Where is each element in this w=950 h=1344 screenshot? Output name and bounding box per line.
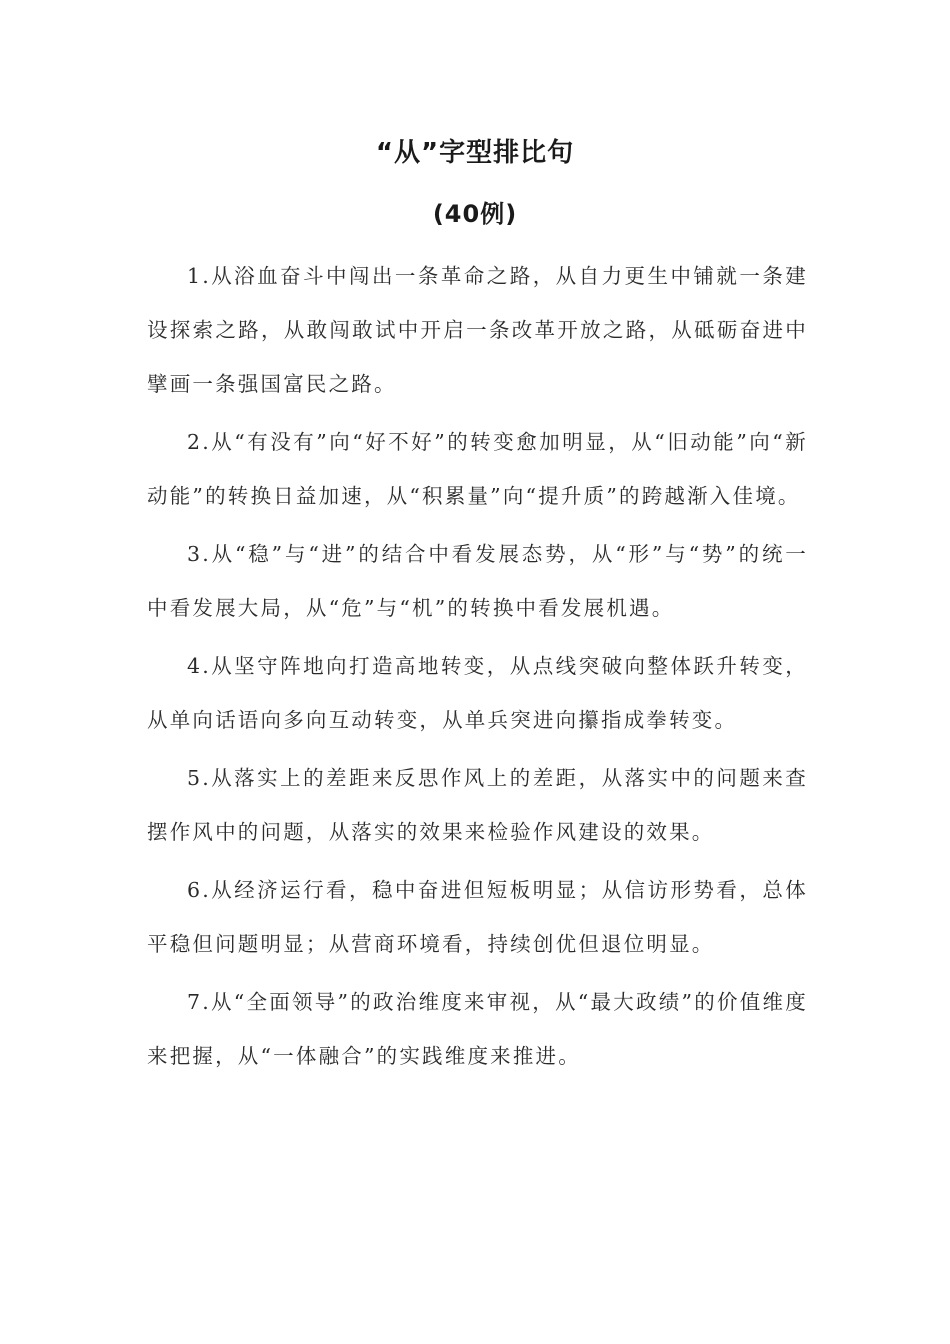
document-title: “从”字型排比句 [375, 138, 575, 168]
paragraph-6: 6.从经济运行看，稳中奋进但短板明显；从信访形势看，总体平稳但问题明显；从营商环境看，持续创优但退位明显。 [147, 878, 808, 956]
paragraph-4: 4.从坚守阵地向打造高地转变，从点线突破向整体跃升转变，从单向话语向多向互动转变，从单兵突进向攥指成拳转变。 [147, 654, 808, 732]
paragraph-5: 5.从落实上的差距来反思作风上的差距，从落实中的问题来查摆作风中的问题，从落实的效果来检验作风建设的效果。 [147, 766, 808, 844]
document-subtitle: (40例) [432, 200, 518, 228]
paragraph-2: 2.从“有没有”向“好不好”的转变愈加明显，从“旧动能”向“新动能”的转换日益加速，从“积累量”向“提升质”的跨越渐入佳境。 [147, 430, 808, 508]
document-body [147, 249, 808, 1087]
paragraph-7: 7.从“全面领导”的政治维度来审视，从“最大政绩”的价值维度来把握，从“一体融合”的实践维度来推进。 [147, 990, 808, 1068]
paragraph-1: 1.从浴血奋斗中闯出一条革命之路，从自力更生中铺就一条建设探索之路，从敢闯敢试中开启一条改革开放之路，从砥砺奋进中擘画一条强国富民之路。 [147, 264, 808, 396]
paragraph-3: 3.从“稳”与“进”的结合中看发展态势，从“形”与“势”的统一中看发展大局，从“危”与“机”的转换中看发展机遇。 [147, 542, 808, 620]
